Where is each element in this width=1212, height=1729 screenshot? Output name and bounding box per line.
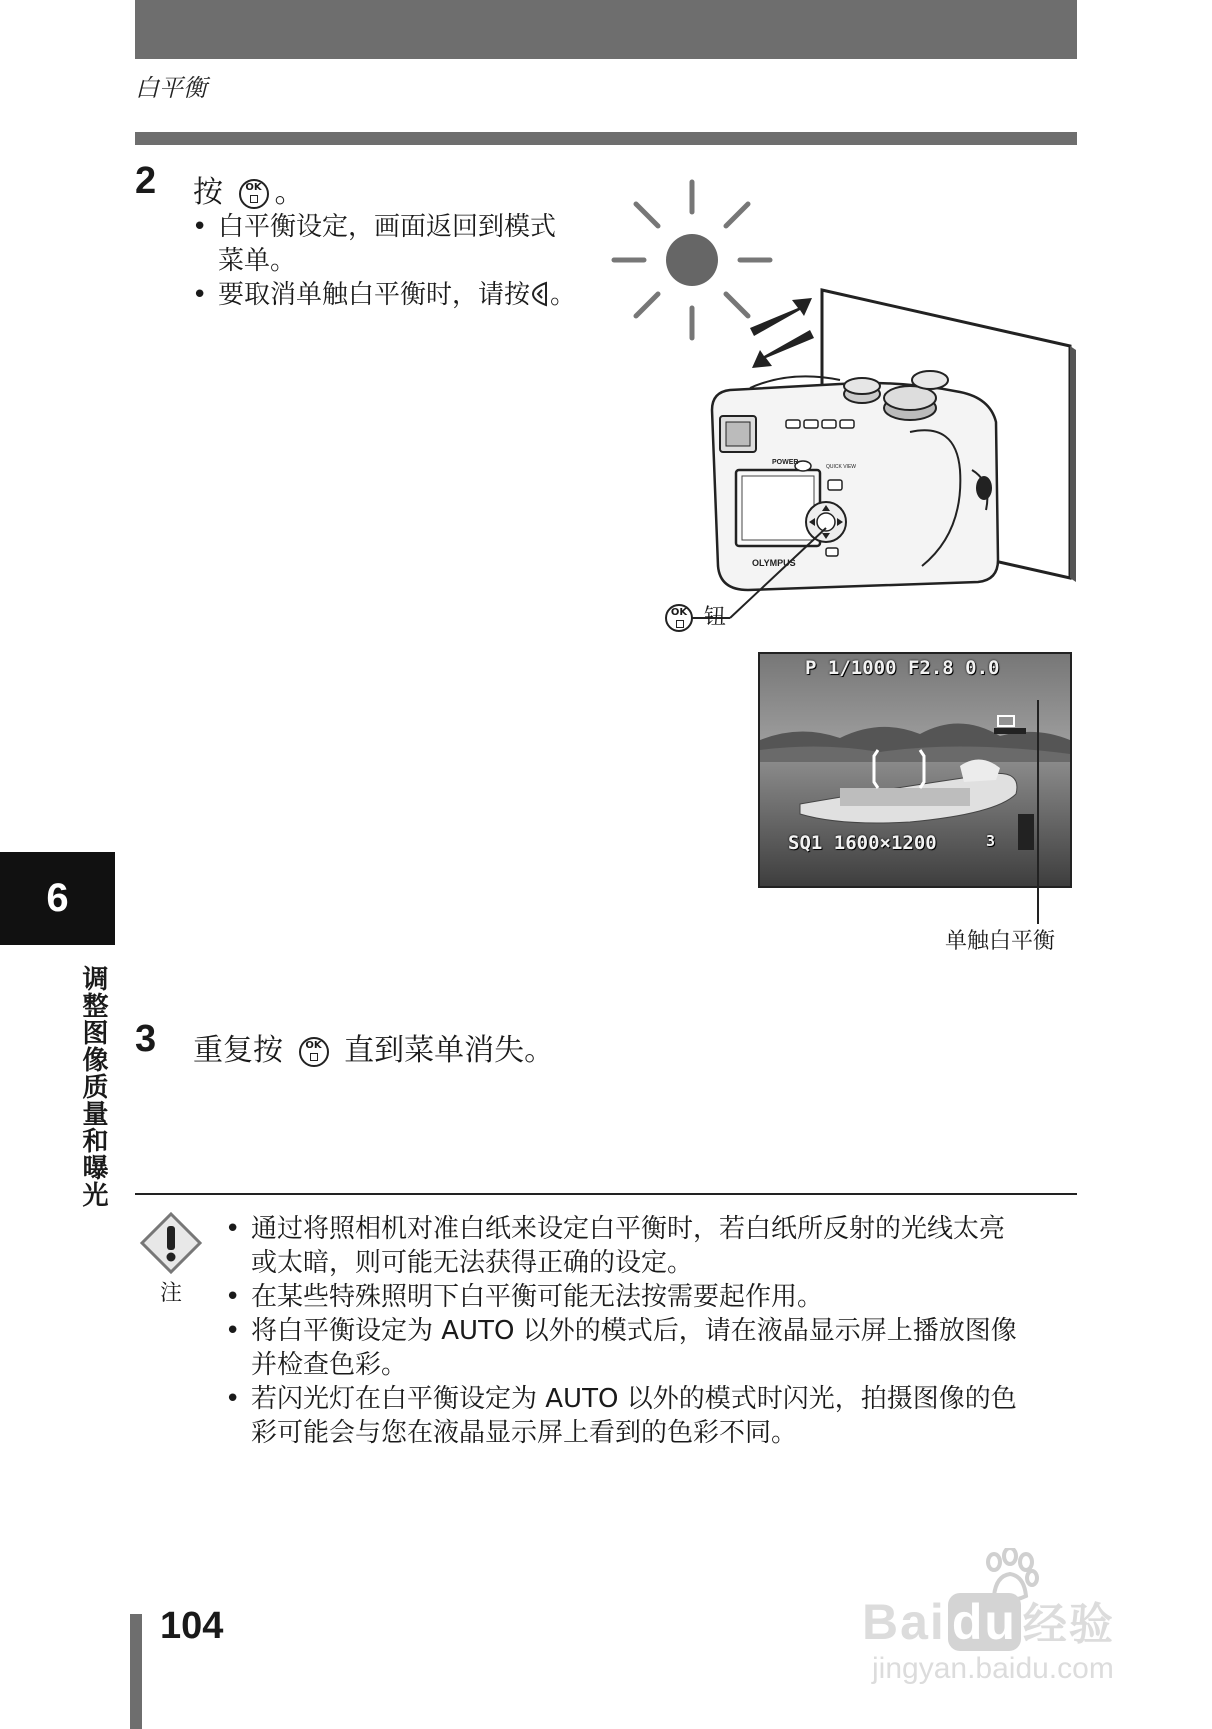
note-bullet-3: • 将白平衡设定为 AUTO 以外的模式后，请在液晶显示屏上播放图像 并检查色彩。 — [225, 1316, 1017, 1380]
note-bullet-2: • 在某些特殊照明下白平衡可能无法按需要起作用。 — [225, 1282, 824, 1312]
arrow-pad — [806, 502, 846, 542]
step-2-number: 2 — [135, 160, 157, 202]
sun-icon — [614, 182, 770, 338]
section-rule — [135, 132, 1077, 145]
svg-text:QUICK VIEW: QUICK VIEW — [826, 464, 857, 470]
camera-body — [712, 371, 998, 590]
lcd-quality-readout: SQ1 1600×1200 — [788, 832, 937, 854]
chapter-tab: 6 — [0, 852, 115, 945]
step-2-bullet-2: • 要取消单触白平衡时，请按 。 — [192, 280, 577, 310]
step-2-bullet-1: • 白平衡设定，画面返回到模式 菜单。 — [192, 212, 557, 276]
ok-button-icon: OK — [299, 1037, 329, 1067]
quick-view-button — [828, 480, 842, 490]
reflection-arrows-icon — [750, 298, 814, 368]
ok-button-icon: OK — [665, 604, 693, 632]
step-3-number: 3 — [135, 1018, 157, 1060]
page-bar — [130, 1614, 142, 1729]
note-bullet-1: • 通过将照相机对准白纸来设定白平衡时，若白纸所反射的光线太亮 或太暗，则可能无法获得正确的设定。 — [225, 1214, 1006, 1278]
ok-button-icon: OK — [239, 179, 269, 209]
note-bullet-4: • 若闪光灯在白平衡设定为 AUTO 以外的模式时闪光，拍摄图像的色 彩可能会与您在液晶显示屏上看到的色彩不同。 — [225, 1384, 1017, 1448]
lcd-screen — [758, 652, 1072, 888]
page-number: 104 — [160, 1605, 224, 1647]
ok-button-caption: OK 钮 — [665, 600, 726, 632]
white-balance-illustration — [600, 170, 1080, 640]
section-title: 白平衡 — [135, 74, 207, 102]
note-label: 注 — [160, 1281, 183, 1306]
step-2-prefix: 按 — [193, 175, 223, 210]
step-2-heading: 按 OK 。 — [193, 175, 305, 210]
lcd-caption: 单触白平衡 — [945, 929, 1056, 954]
caution-icon — [138, 1210, 204, 1276]
svg-text:POWER: POWER — [772, 459, 799, 466]
header-bar — [135, 0, 1077, 59]
lcd-frame-count: 3 — [986, 832, 996, 850]
svg-text:OLYMPUS: OLYMPUS — [752, 558, 796, 568]
note-divider — [135, 1193, 1077, 1195]
lcd-exposure-readout: P 1/1000 F2.8 0.0 — [805, 657, 1000, 679]
step-3-heading: 重复按 OK 直到菜单消失。 — [193, 1033, 555, 1068]
left-arrow-button-icon — [531, 281, 549, 307]
baidu-watermark: Bai du 经验 jingyan.baidu.com — [862, 1548, 1212, 1708]
chapter-title: 调整图像质量和曝光 — [78, 965, 108, 1208]
lcd-caption-pointer — [1036, 700, 1040, 924]
